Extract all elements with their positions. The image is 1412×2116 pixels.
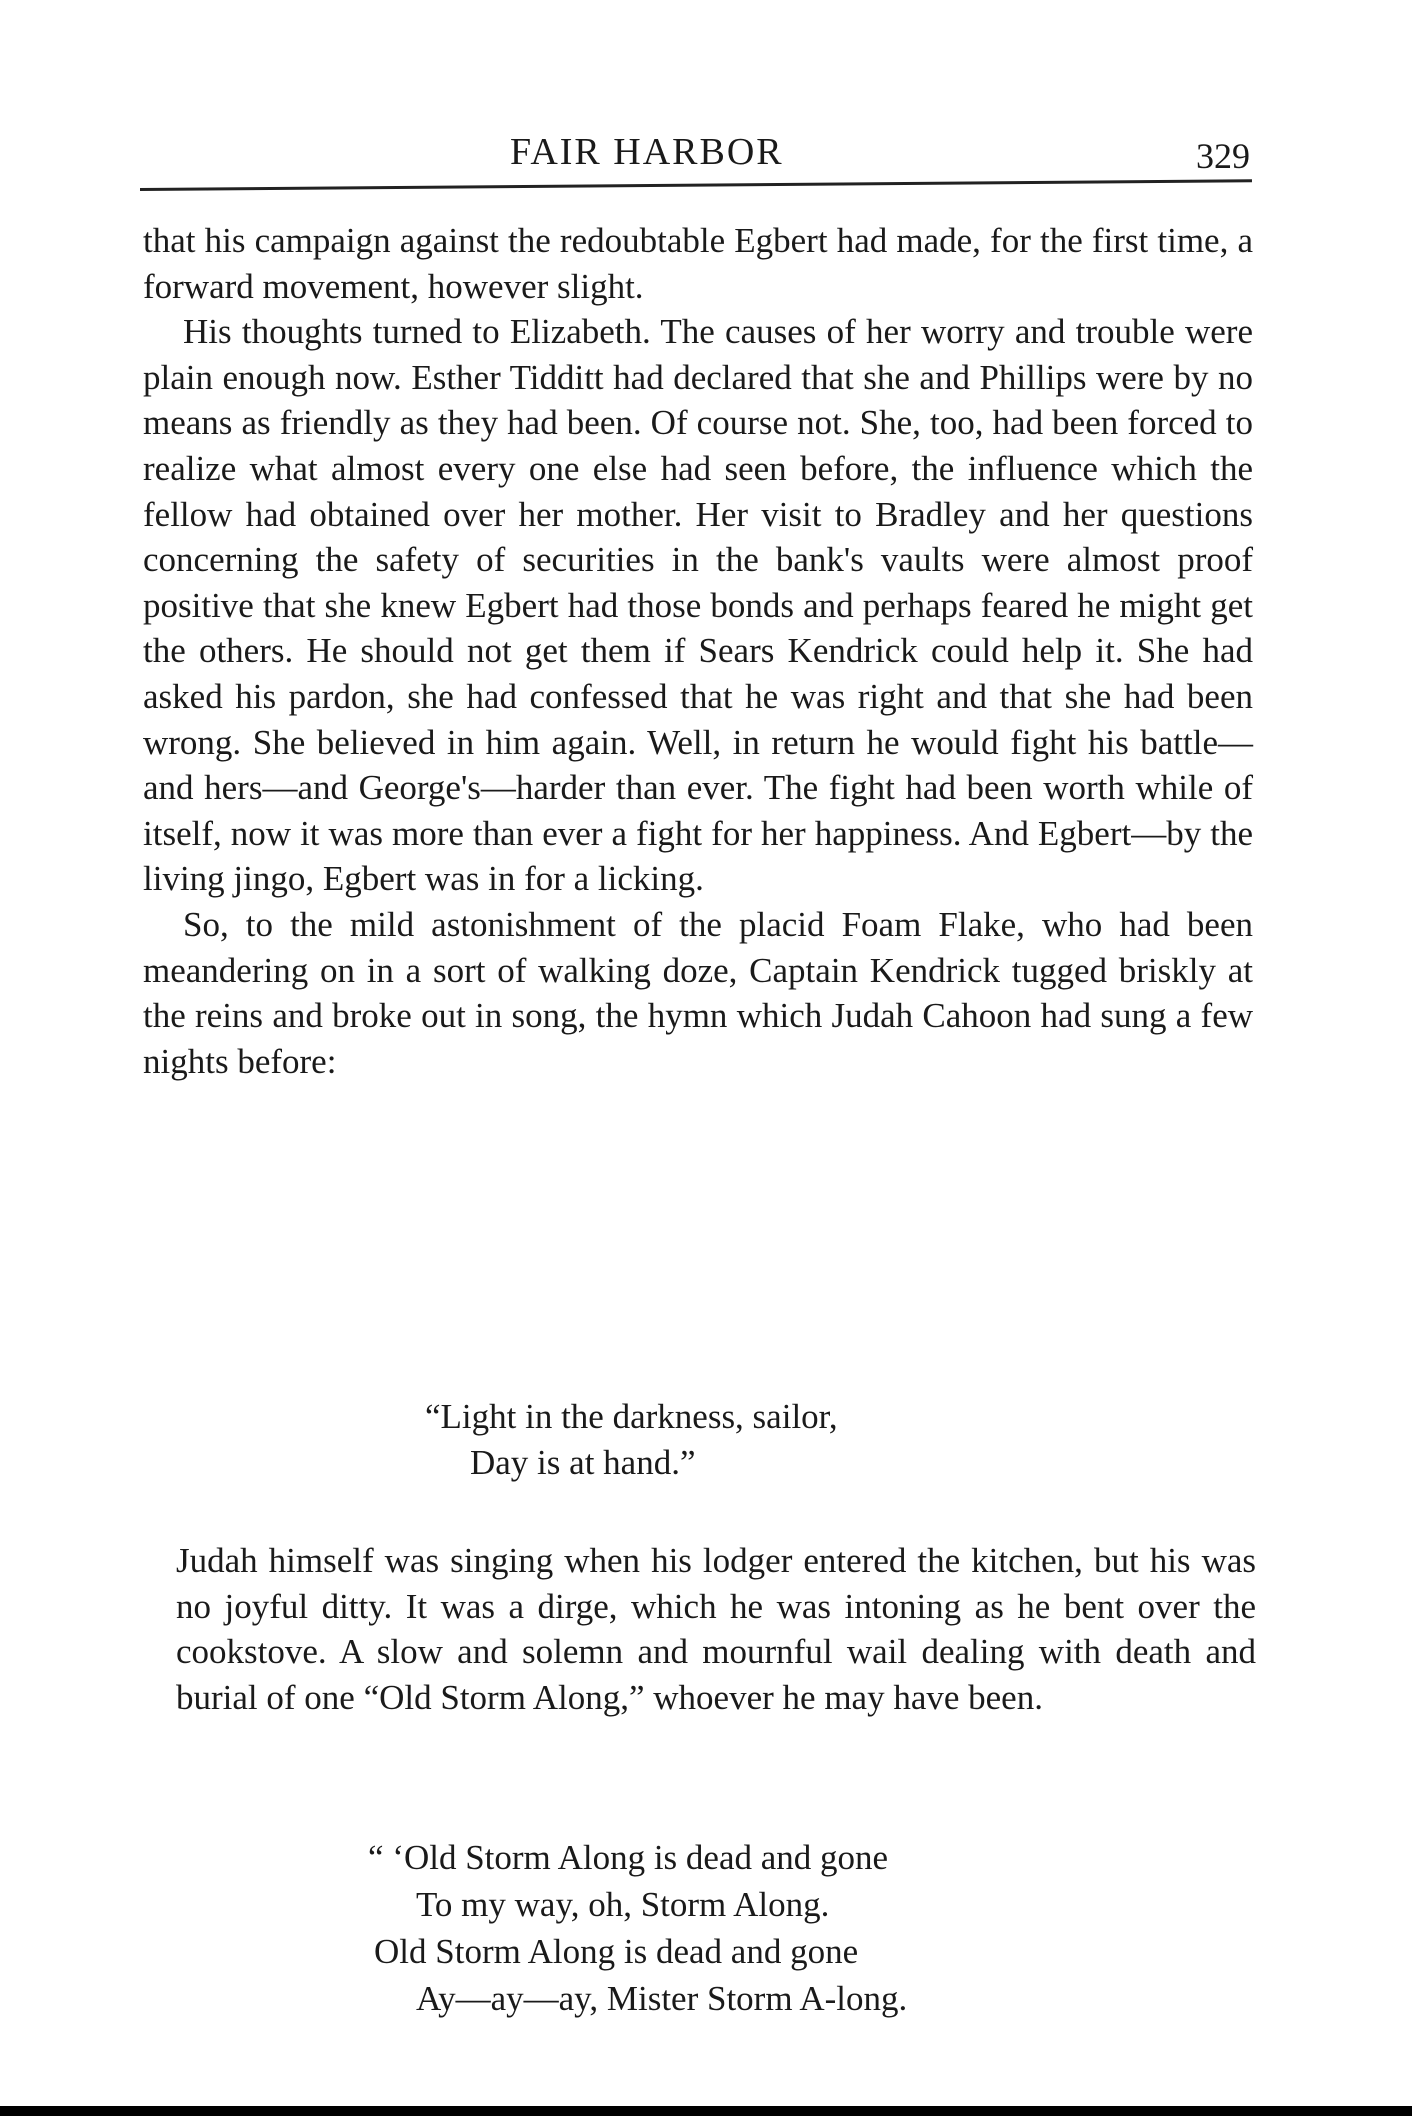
page-number: 329 [1196, 136, 1250, 176]
verse-line: To my way, oh, Storm Along. [416, 1885, 830, 1924]
paragraph-continued: that his campaign against the redoubtable Egbert had made, for the first time, a forward movement, however slight. [143, 221, 1253, 306]
verse-line: Old Storm Along is dead and gone [374, 1932, 859, 1971]
page-header [140, 125, 1250, 185]
verse-line: Day is at hand.” [470, 1443, 696, 1482]
dirge-verse [368, 1834, 908, 2022]
paragraph-judah: Judah himself was singing when his lodger entered the kitchen, but his was no joyful ditty. It was a dirge, which he was intoning as he bent over the cookstove. A slow and solemn and mournful wail dealing with death and burial of one “Old Storm Along,” whoever he may have been. [176, 1541, 1256, 1717]
hymn-verse [425, 1394, 838, 1486]
paragraph-elizabeth: His thoughts turned to Elizabeth. The causes of her worry and trouble were plain enough now. Esther Tidditt had declared that she and Phillips were by no means as friendly as they had been. Of course not. She, too, had been forced to realize what almost every one else had seen before, the influence which the fellow had obtained over her mother. Her visit to Bradley and her questions concerning the safety of securities in the bank's vaults were almost proof positive that she knew Egbert had those bonds and perhaps feared he might get the others. He should not get them if Sears Kendrick could help it. She had asked his pardon, she had confessed that he was right and that she had been wrong. She believed in him again. Well, in return he would fight his battle—and hers—and George's—harder than ever. The fight had been worth while of itself, now it was more than ever a fight for her happiness. And Egbert—by the living jingo, Egbert was in for a licking. [143, 312, 1253, 899]
running-title: FAIR HARBOR [510, 131, 784, 173]
paragraph-song: So, to the mild astonishment of the placid Foam Flake, who had been meandering on in a sort of walking doze, Captain Kendrick tugged briskly at the reins and broke out in song, the hymn which Judah Cahoon had sung a few nights before: [143, 904, 1253, 1081]
body-text-2 [176, 1538, 1256, 1720]
scan-bottom-edge [0, 2106, 1412, 2116]
body-text [143, 218, 1253, 1084]
verse-line: “Light in the darkness, sailor, [425, 1397, 838, 1436]
verse-line: “ ‘Old Storm Along is dead and gone [368, 1838, 889, 1877]
verse-line: Ay—ay—ay, Mister Storm A-long. [416, 1979, 908, 2018]
